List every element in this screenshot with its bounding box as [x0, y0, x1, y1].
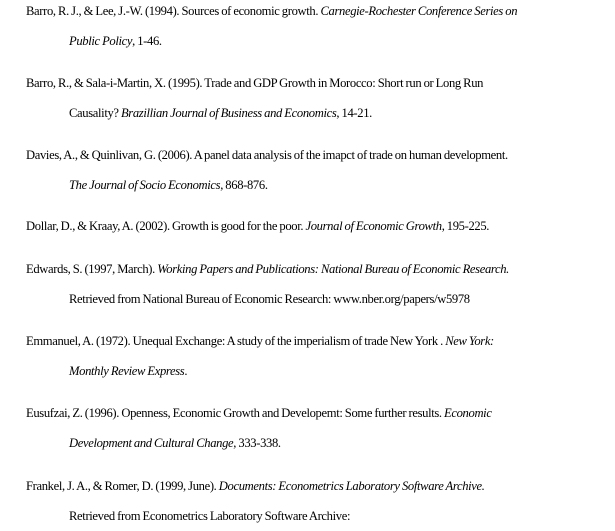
reference-line-2	[69, 177, 268, 193]
reference-text: Barro, R. J., & Lee, J.-W. (1994). Sources of economic growth.	[26, 4, 321, 18]
reference-line-2	[69, 33, 162, 49]
reference-text: , 195-225.	[441, 219, 490, 233]
reference-line-1	[26, 147, 508, 163]
reference-line-2	[69, 105, 372, 121]
reference-line-1	[26, 478, 485, 494]
reference-italic-text: Brazillian Journal of Business and Economics	[120, 106, 337, 120]
reference-text: Davies, A., & Quinlivan, G. (2006). A panel data analysis of the imapct of trade on human development.	[26, 148, 508, 162]
reference-italic-text: Economic	[444, 406, 492, 420]
reference-text: , 868-876.	[220, 178, 268, 192]
reference-text: .	[184, 364, 188, 378]
reference-text: Retrieved from National Bureau of Economic Research: www.nber.org/papers/w5978	[69, 292, 470, 306]
reference-text: Frankel, J. A., & Romer, D. (1999, June).	[26, 479, 219, 493]
reference-italic-text: Development and Cultural Change	[69, 436, 234, 450]
reference-line-2	[69, 435, 281, 451]
reference-text: Eusufzai, Z. (1996). Openness, Economic Growth and Developemt: Some further results.	[26, 406, 445, 420]
reference-line-1	[26, 3, 517, 19]
reference-text: , 333-338.	[233, 436, 281, 450]
reference-italic-text: Carnegie-Rochester Conference Series on	[320, 4, 518, 18]
reference-text: Edwards, S. (1997, March).	[26, 262, 158, 276]
reference-text: , 1-46.	[132, 34, 162, 48]
reference-text: Barro, R., & Sala-i-Martin, X. (1995). Trade and GDP Growth in Morocco: Short run or Long Run	[26, 76, 484, 90]
reference-text: Dollar, D., & Kraay, A. (2002). Growth is good for the poor.	[26, 219, 306, 233]
reference-line-1	[26, 75, 483, 91]
reference-italic-text: Documents: Econometrics Laboratory Software Archive.	[218, 479, 485, 493]
reference-text: Causality?	[69, 106, 121, 120]
reference-italic-text: Journal of Economic Growth	[305, 219, 442, 233]
reference-italic-text: Public Policy	[69, 34, 133, 48]
reference-line-1	[26, 218, 489, 234]
reference-italic-text: Monthly Review Express	[69, 364, 185, 378]
reference-line-2	[69, 291, 470, 307]
reference-line-1	[26, 405, 492, 421]
reference-line-1	[26, 333, 494, 349]
reference-italic-text: The Journal of Socio Economics	[69, 178, 221, 192]
reference-line-1	[26, 261, 509, 277]
reference-italic-text: New York:	[445, 334, 494, 348]
reference-line-2	[69, 363, 187, 379]
reference-text: , 14-21.	[336, 106, 372, 120]
reference-text: Retrieved from Econometrics Laboratory Software Archive:	[69, 509, 351, 523]
reference-text: Emmanuel, A. (1972). Unequal Exchange: A study of the imperialism of trade New York .	[26, 334, 446, 348]
reference-italic-text: Working Papers and Publications: National Bureau of Economic Research.	[157, 262, 509, 276]
reference-line-2	[69, 508, 350, 524]
